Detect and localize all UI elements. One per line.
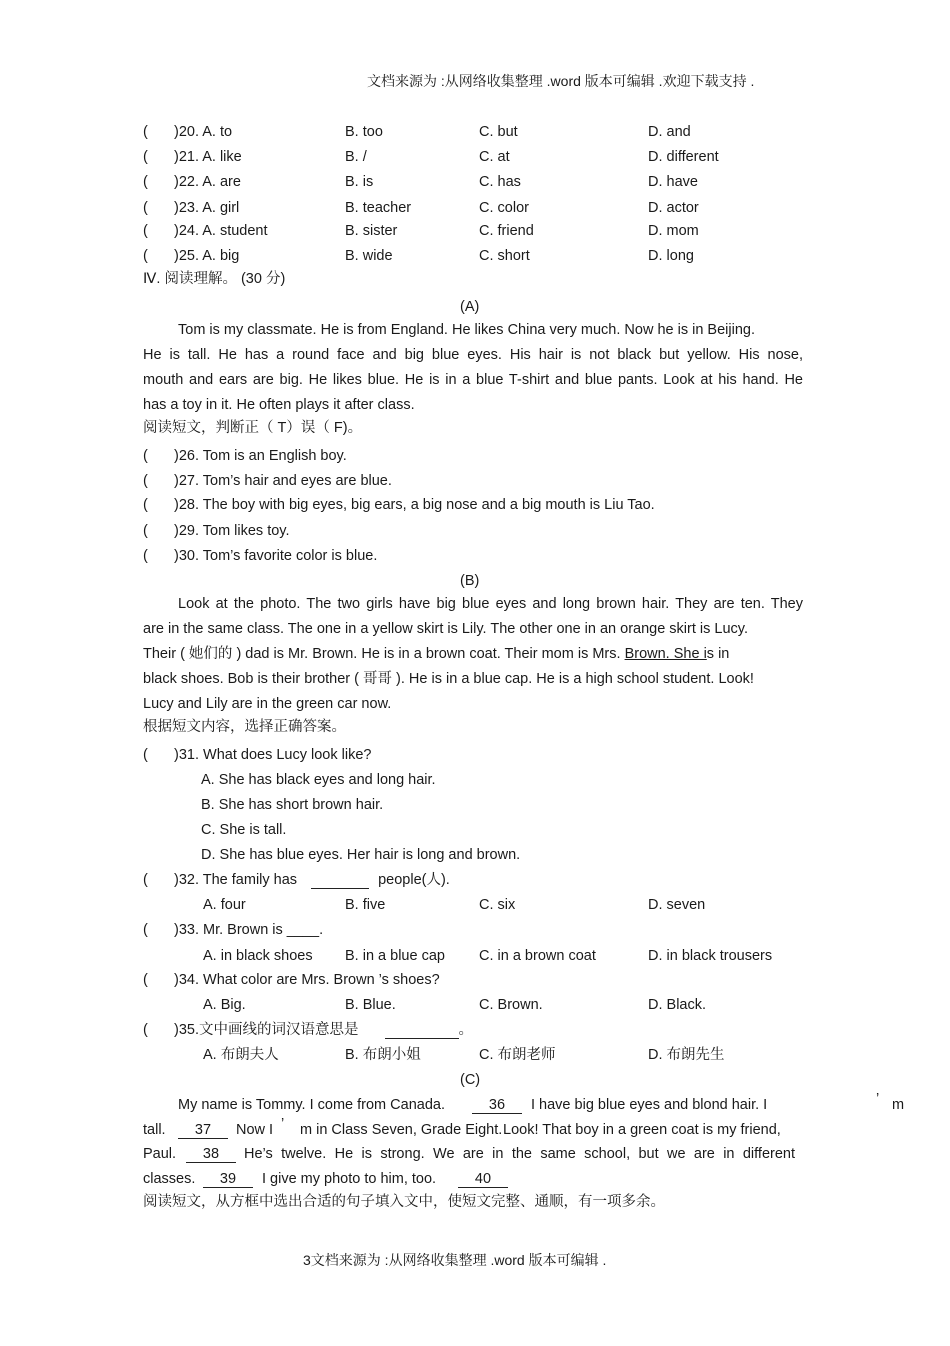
mcq-q24: )24. A. student	[174, 223, 268, 239]
mcq-q20: )20. A. to	[174, 124, 233, 140]
mcq-q23-b: B. teacher	[345, 200, 412, 216]
mcq-q22-c: C. has	[479, 174, 521, 190]
part-c-label: (C)	[460, 1072, 481, 1088]
option: D. seven	[648, 897, 706, 913]
question-text: people(人).	[378, 872, 450, 888]
part-b-label: (B)	[460, 573, 480, 589]
option: A. in black shoes	[203, 948, 313, 964]
mcq-q23-c: C. color	[479, 200, 529, 216]
paren: (	[143, 248, 148, 264]
option: C. Brown.	[479, 997, 543, 1013]
passage-text: s in	[706, 646, 730, 662]
passage-text: My name is Tommy. I come from Canada.	[178, 1097, 445, 1113]
question-31: )31. What does Lucy look like?	[174, 747, 372, 763]
tf-question: )28. The boy with big eyes, big ears, a big nose and a big mouth is Liu Tao.	[174, 497, 655, 513]
part-a-instruction: 阅读短文，判断正（ T）误（ F)。	[143, 420, 363, 436]
option: B. 布朗小姐	[345, 1047, 421, 1063]
page-footer: 3文档来源为 :从网络收集整理 .word 版本可编辑 .	[303, 1252, 607, 1268]
option: B. She has short brown hair.	[201, 797, 384, 813]
mcq-q22: )22. A. are	[174, 174, 241, 190]
tf-question: )30. Tom’s favorite color is blue.	[174, 548, 378, 564]
paren: (	[143, 972, 148, 988]
option: C. in a brown coat	[479, 948, 596, 964]
blank-36[interactable]	[472, 1096, 522, 1114]
passage-text: Now I	[236, 1122, 274, 1138]
answer-blank[interactable]	[385, 1023, 459, 1039]
section-heading: Ⅳ. 阅读理解。 (30 分)	[143, 271, 286, 287]
option: D. in black trousers	[648, 948, 773, 964]
part-a-passage	[143, 318, 803, 418]
passage-line	[143, 642, 803, 667]
passage-line: are in the same class. The one in a yellow skirt is Lily. The other one in an orange skirt is Lucy.	[143, 621, 748, 637]
question-text: 。	[458, 1022, 474, 1038]
mcq-q21-b: B. /	[345, 149, 367, 165]
mcq-q21-c: C. at	[479, 149, 510, 165]
blank-40[interactable]	[458, 1170, 508, 1188]
part-b-instruction: 根据短文内容，选择正确答案。	[143, 719, 346, 735]
mcq-q23: )23. A. girl	[174, 200, 240, 216]
mcq-q25-b: B. wide	[345, 248, 393, 264]
passage-line: Look at the photo. The two girls have big blue eyes and long brown hair. They are ten. They	[178, 596, 803, 612]
blank-number: 39	[203, 1172, 253, 1188]
option: B. five	[345, 897, 386, 913]
passage-text: m	[892, 1097, 905, 1113]
mcq-q25-c: C. short	[479, 248, 530, 264]
passage-text: tall.	[143, 1122, 166, 1138]
tf-question: )26. Tom is an English boy.	[174, 448, 347, 464]
part-a-label: (A)	[460, 299, 480, 315]
blank-number: 38	[186, 1147, 236, 1163]
option: A. Big.	[203, 997, 246, 1013]
option: A. 布朗夫人	[203, 1047, 279, 1063]
paren: (	[143, 747, 148, 763]
mcq-q22-b: B. is	[345, 174, 374, 190]
blank-37[interactable]	[178, 1121, 228, 1139]
option: B. Blue.	[345, 997, 396, 1013]
option: C. She is tall.	[201, 822, 287, 838]
tf-question: )27. Tom’s hair and eyes are blue.	[174, 473, 392, 489]
paren: (	[143, 872, 148, 888]
passage-line: has a toy in it. He often plays it after class.	[143, 397, 415, 413]
blank-38[interactable]	[186, 1145, 236, 1163]
blank-number: 40	[458, 1172, 508, 1188]
option: D. Black.	[648, 997, 707, 1013]
option: B. in a blue cap	[345, 948, 445, 964]
question-text: )35.文中画线的词汉语意思是	[174, 1022, 359, 1038]
paren: (	[143, 124, 148, 140]
underlined-word: Brown. She i	[624, 646, 707, 662]
mcq-q21-d: D. different	[648, 149, 719, 165]
passage-text: ’	[876, 1091, 880, 1107]
paren: (	[143, 174, 148, 190]
option: D. She has blue eyes. Her hair is long and brown.	[201, 847, 521, 863]
passage-text: Their ( 她们的 ) dad is Mr. Brown. He is in a brown coat. Their mom is Mrs.	[143, 646, 625, 662]
passage-line: mouth and ears are big. He likes blue. He is in a blue T-shirt and blue pants. Look at his hand. He	[143, 372, 803, 388]
question-text: )32. The family has	[174, 872, 298, 888]
paren: (	[143, 497, 148, 513]
mcq-q25: )25. A. big	[174, 248, 240, 264]
mcq-q23-d: D. actor	[648, 200, 699, 216]
option: A. She has black eyes and long hair.	[201, 772, 436, 788]
paren: (	[143, 1022, 148, 1038]
part-b-passage	[143, 592, 803, 717]
passage-text: Paul.	[143, 1146, 177, 1162]
passage-line: He is tall. He has a round face and big blue eyes. His hair is not black but yellow. His nose,	[143, 347, 803, 363]
passage-text: Look! That boy in a green coat is my friend,	[503, 1122, 781, 1138]
passage-line: Lucy and Lily are in the green car now.	[143, 696, 392, 712]
option: A. four	[203, 897, 246, 913]
blank-39[interactable]	[203, 1170, 253, 1188]
question-34: )34. What color are Mrs. Brown ’s shoes?	[174, 972, 440, 988]
paren: (	[143, 149, 148, 165]
page-header: 文档来源为 :从网络收集整理 .word 版本可编辑 .欢迎下载支持 .	[367, 73, 755, 89]
mcq-q20-b: B. too	[345, 124, 383, 140]
mcq-q20-c: C. but	[479, 124, 518, 140]
blank-number: 36	[472, 1098, 522, 1114]
paren: (	[143, 223, 148, 239]
passage-text: I have big blue eyes and blond hair. I	[531, 1097, 768, 1113]
passage-text: m in Class Seven, Grade Eight.	[300, 1122, 503, 1138]
paren: (	[143, 523, 148, 539]
passage-text: ’	[281, 1116, 285, 1132]
paren: (	[143, 548, 148, 564]
passage-line: black shoes. Bob is their brother ( 哥哥 ). He is in a blue cap. He is a high school student. Look!	[143, 671, 754, 687]
option: C. six	[479, 897, 516, 913]
paren: (	[143, 200, 148, 216]
question-35	[174, 1021, 473, 1039]
paren: (	[143, 473, 148, 489]
mcq-q24-c: C. friend	[479, 223, 534, 239]
mcq-q21: )21. A. like	[174, 149, 242, 165]
passage-text: classes.	[143, 1171, 196, 1187]
option: D. 布朗先生	[648, 1047, 725, 1063]
blank-number: 37	[178, 1123, 228, 1139]
mcq-q22-d: D. have	[648, 174, 698, 190]
paren: (	[143, 922, 148, 938]
mcq-q25-d: D. long	[648, 248, 694, 264]
mcq-q24-d: D. mom	[648, 223, 699, 239]
question-32	[174, 871, 450, 889]
answer-blank[interactable]	[311, 873, 369, 889]
part-c-instruction: 阅读短文，从方框中选出合适的句子填入文中，使短文完整、通顺，有一项多余。	[143, 1194, 665, 1210]
mcq-q24-b: B. sister	[345, 223, 398, 239]
passage-line: Tom is my classmate. He is from England. He likes China very much. Now he is in Beijing.	[178, 322, 755, 338]
passage-text: I give my photo to him, too.	[262, 1171, 437, 1187]
paren: (	[143, 448, 148, 464]
mcq-q20-d: D. and	[648, 124, 691, 140]
option: C. 布朗老师	[479, 1047, 556, 1063]
passage-text: He’s twelve. He is strong. We are in the same school, but we are in different	[244, 1146, 795, 1162]
tf-question: )29. Tom likes toy.	[174, 523, 290, 539]
question-33: )33. Mr. Brown is ____.	[174, 922, 324, 938]
